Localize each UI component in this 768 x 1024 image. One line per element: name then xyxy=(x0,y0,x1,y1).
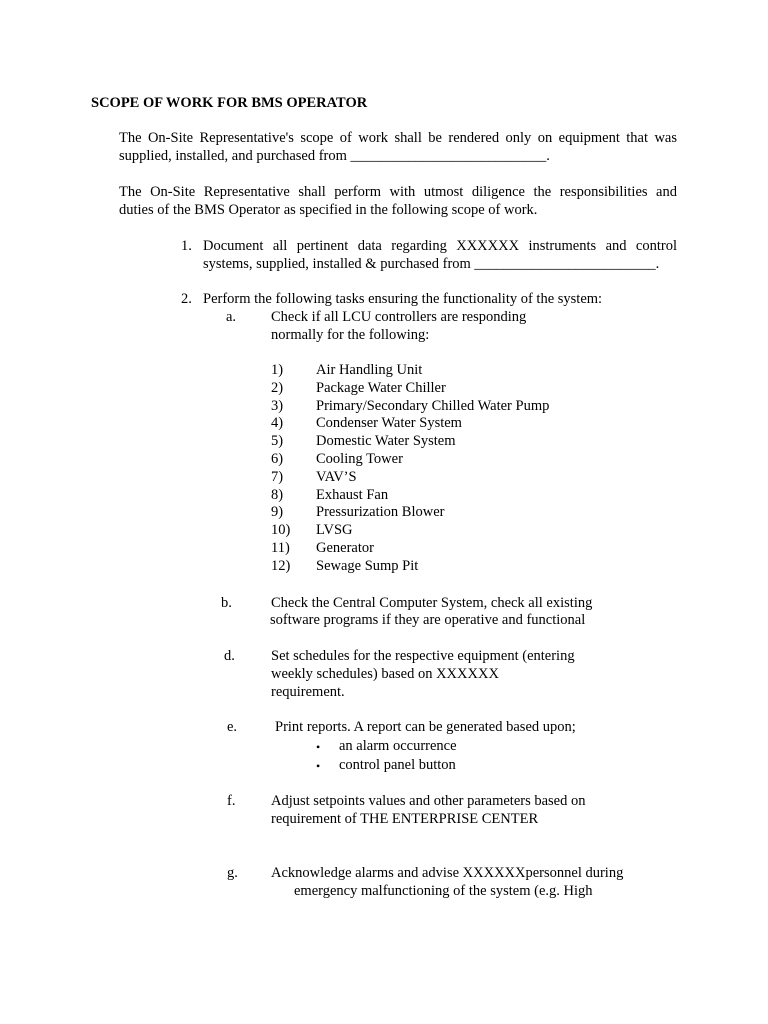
item1-number: 1. xyxy=(181,238,192,254)
equipment-num: 11) xyxy=(271,540,290,556)
para1-line2: supplied, installed, and purchased from ___________________________. xyxy=(119,148,550,164)
equipment-name: Air Handling Unit xyxy=(316,362,423,378)
equipment-num: 6) xyxy=(271,451,284,467)
bullet-icon: • xyxy=(316,740,321,754)
para2-line1: The On-Site Representative shall perform with utmost diligence the responsibilities and xyxy=(119,184,677,200)
equipment-name: Sewage Sump Pit xyxy=(316,558,419,574)
document-title: SCOPE OF WORK FOR BMS OPERATOR xyxy=(91,95,368,111)
equipment-name: Primary/Secondary Chilled Water Pump xyxy=(316,398,550,414)
equipment-num: 9) xyxy=(271,504,284,520)
equipment-name: Cooling Tower xyxy=(316,451,403,467)
equipment-name: Domestic Water System xyxy=(316,433,456,449)
sub-d-line3: requirement. xyxy=(271,684,345,700)
equipment-num: 7) xyxy=(271,469,284,485)
sub-d-line2: weekly schedules) based on XXXXXX xyxy=(271,666,499,682)
sub-a-line1: Check if all LCU controllers are responding xyxy=(271,309,527,325)
sub-d-line1: Set schedules for the respective equipment (entering xyxy=(271,648,575,664)
equipment-num: 10) xyxy=(271,522,291,538)
sub-g-line2: emergency malfunctioning of the system (e.g. High xyxy=(294,883,593,899)
para2-line2: duties of the BMS Operator as specified in the following scope of work. xyxy=(119,202,538,218)
equipment-name: Generator xyxy=(316,540,374,556)
equipment-name: LVSG xyxy=(316,522,353,538)
equipment-name: Pressurization Blower xyxy=(316,504,445,520)
equipment-num: 8) xyxy=(271,487,284,503)
sub-a-line2: normally for the following: xyxy=(271,327,430,343)
equipment-name: VAV’S xyxy=(316,469,357,485)
equipment-name: Condenser Water System xyxy=(316,415,462,431)
equipment-num: 5) xyxy=(271,433,284,449)
para1-line1: The On-Site Representative's scope of work shall be rendered only on equipment that was xyxy=(119,130,677,146)
bullet-item: an alarm occurrence xyxy=(339,738,457,754)
sub-b-letter: b. xyxy=(221,595,232,611)
sub-a-letter: a. xyxy=(226,309,237,325)
equipment-num: 4) xyxy=(271,415,284,431)
sub-f-line1: Adjust setpoints values and other parameters based on xyxy=(271,793,586,809)
bullet-item: control panel button xyxy=(339,757,456,773)
sub-g-line1: Acknowledge alarms and advise XXXXXXpersonnel during xyxy=(271,865,624,881)
sub-b-line2: software programs if they are operative and functional xyxy=(270,612,586,628)
sub-e-letter: e. xyxy=(227,719,238,735)
sub-b-line1: Check the Central Computer System, check all existing xyxy=(271,595,593,611)
item1-line1: Document all pertinent data regarding XXXXXX instruments and control xyxy=(203,238,677,254)
equipment-num: 12) xyxy=(271,558,291,574)
item2-text: Perform the following tasks ensuring the functionality of the system: xyxy=(203,291,603,307)
equipment-num: 2) xyxy=(271,380,284,396)
equipment-num: 3) xyxy=(271,398,284,414)
equipment-name: Exhaust Fan xyxy=(316,487,389,503)
sub-g-letter: g. xyxy=(227,865,238,881)
sub-f-line2: requirement of THE ENTERPRISE CENTER xyxy=(271,811,539,827)
sub-e-line1: Print reports. A report can be generated based upon; xyxy=(275,719,576,735)
equipment-num: 1) xyxy=(271,362,284,378)
bullet-icon: • xyxy=(316,759,321,773)
item2-number: 2. xyxy=(181,291,192,307)
equipment-name: Package Water Chiller xyxy=(316,380,446,396)
sub-d-letter: d. xyxy=(224,648,235,664)
item1-line2: systems, supplied, installed & purchased from _________________________. xyxy=(203,256,660,272)
sub-f-letter: f. xyxy=(227,793,236,809)
